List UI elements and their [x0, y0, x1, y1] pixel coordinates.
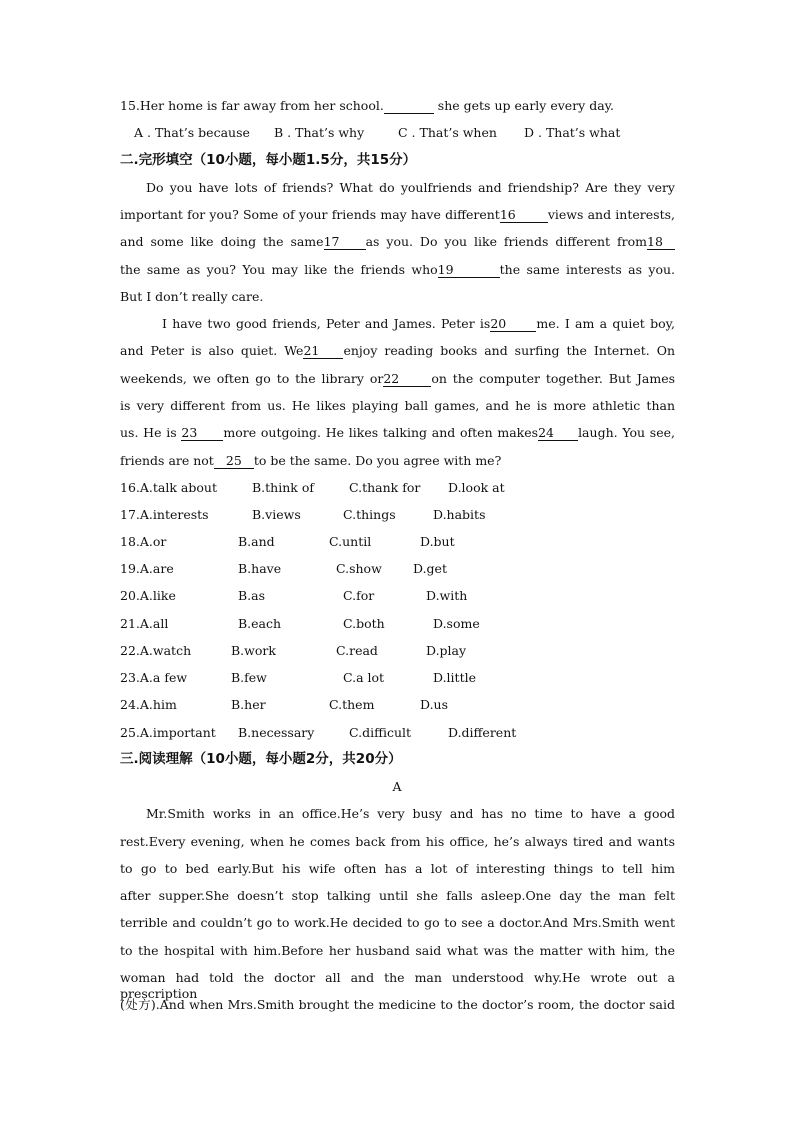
text: the same interests as you.	[499, 262, 676, 277]
option-16-d: D.look at	[448, 480, 505, 495]
cloze-p2-line-2	[120, 343, 675, 359]
option-a: A.a few	[139, 670, 188, 685]
reading-line-4: after supper.She doesn’t stop talking until she falls asleep.One day the man felt	[120, 888, 675, 903]
q15-blank	[384, 99, 434, 114]
option-row-23	[120, 670, 187, 686]
blank-20: 20	[490, 317, 536, 332]
q15-option-b: B . That’s why	[274, 125, 365, 140]
option-18-d: D.but	[420, 534, 455, 549]
option-21-d: D.some	[433, 616, 480, 631]
q-num: 20.	[120, 588, 140, 603]
blank-16: 16	[500, 208, 548, 223]
text: more outgoing. He likes talking and often makes	[223, 425, 539, 440]
text: weekends, we often go to the library or	[120, 371, 384, 386]
option-18-b: B.and	[238, 534, 275, 549]
text: enjoy reading books and surfing the Internet. On	[343, 343, 676, 358]
q-num: 17.	[120, 507, 140, 522]
section-3-heading: 三.阅读理解（10小题，每小题2分，共20分）	[120, 751, 402, 767]
option-a: A.talk about	[139, 480, 217, 495]
cloze-p2-line-1	[162, 316, 675, 332]
option-24-d: D.us	[420, 697, 449, 712]
option-20-b: B.as	[238, 588, 266, 603]
q15-stem-start: 15.Her home is far away from her school.	[120, 98, 384, 113]
cloze-p1-line-2	[120, 207, 675, 223]
blank-22: 22	[383, 372, 431, 387]
option-24-c: C.them	[329, 697, 375, 712]
option-a: A.are	[139, 561, 174, 576]
reading-line-3: to go to bed early.But his wife often has a lot of interesting things to tell him	[120, 861, 675, 876]
q15-stem-end: she gets up early every day.	[433, 98, 615, 113]
option-row-21	[120, 616, 168, 632]
q15-option-a: A . That’s because	[134, 125, 250, 140]
option-a: A.or	[139, 534, 167, 549]
q15-option-c: C . That’s when	[398, 125, 497, 140]
cloze-p1-line-5: But I don’t really care.	[120, 289, 264, 304]
option-25-d: D.different	[448, 725, 517, 740]
reading-line-1: Mr.Smith works in an office.He’s very busy and has no time to have a good	[146, 806, 675, 821]
option-19-c: C.show	[336, 561, 382, 576]
text: and Peter is also quiet. We	[120, 343, 304, 358]
option-20-d: D.with	[426, 588, 468, 603]
text: us. He is	[120, 425, 182, 440]
option-a: A.interests	[139, 507, 209, 522]
blank-18: 18	[647, 235, 675, 250]
option-row-18	[120, 534, 166, 550]
option-row-24	[120, 697, 177, 713]
option-20-c: C.for	[343, 588, 375, 603]
option-25-c: C.difficult	[349, 725, 412, 740]
q-num: 23.	[120, 670, 140, 685]
option-22-b: B.work	[231, 643, 276, 658]
q-num: 16.	[120, 480, 140, 495]
option-row-17	[120, 507, 209, 523]
q-num: 25.	[120, 725, 140, 740]
text: on the computer together. But James	[431, 371, 676, 386]
text: views and interests,	[547, 207, 675, 222]
option-22-d: D.play	[426, 643, 467, 658]
reading-line-2: rest.Every evening, when he comes back from his office, he’s always tired and wants	[120, 834, 675, 849]
option-19-b: B.have	[238, 561, 282, 576]
cloze-p2-line-4: is very different from us. He likes playing ball games, and he is more athletic than	[120, 398, 675, 413]
text: me. I am a quiet boy,	[536, 316, 675, 331]
option-21-c: C.both	[343, 616, 385, 631]
reading-line-6: to the hospital with him.Before her husband said what was the matter with him, the	[120, 943, 675, 958]
reading-line-7: woman had told the doctor all and the man understood why.He wrote out a prescription	[120, 970, 675, 1001]
text: laugh. You see,	[578, 425, 675, 440]
option-16-c: C.thank for	[349, 480, 421, 495]
option-a: A.important	[139, 725, 216, 740]
q-num: 22.	[120, 643, 140, 658]
text: the same as you? You may like the friends who	[120, 262, 438, 277]
option-row-16	[120, 480, 217, 496]
question-15-stem	[120, 98, 675, 114]
cloze-p1-line-1: Do you have lots of friends? What do youlfriends and friendship? Are they very	[146, 180, 675, 195]
option-21-b: B.each	[238, 616, 282, 631]
q-num: 19.	[120, 561, 140, 576]
option-a: A.him	[139, 697, 177, 712]
cloze-p1-line-4	[120, 262, 675, 278]
text: important for you? Some of your friends may have different	[120, 207, 500, 222]
cloze-p1-line-3	[120, 234, 675, 250]
text: to be the same. Do you agree with me?	[253, 453, 502, 468]
option-22-c: C.read	[336, 643, 378, 658]
option-23-d: D.little	[433, 670, 476, 685]
section-2-heading: 二.完形填空（10小题，每小题1.5分，共15分）	[120, 152, 417, 168]
blank-24: 24	[538, 426, 578, 441]
option-25-b: B.necessary	[238, 725, 315, 740]
q-num: 24.	[120, 697, 140, 712]
text: as you. Do you like friends different from	[365, 234, 647, 249]
reading-line-8: (处方).And when Mrs.Smith brought the medicine to the doctor’s room, the doctor said	[120, 997, 675, 1012]
blank-23: 23	[181, 426, 223, 441]
option-16-b: B.think of	[252, 480, 314, 495]
option-18-c: C.until	[329, 534, 372, 549]
option-23-b: B.few	[231, 670, 267, 685]
option-row-25	[120, 725, 216, 741]
reading-line-5: terrible and couldn’t go to work.He decided to go to see a doctor.And Mrs.Smith went	[120, 915, 675, 930]
option-a: A.all	[139, 616, 169, 631]
option-17-b: B.views	[252, 507, 301, 522]
cloze-p2-line-5	[120, 425, 675, 441]
text: and some like doing the same	[120, 234, 324, 249]
option-row-22	[120, 643, 191, 659]
blank-21: 21	[303, 344, 343, 359]
q15-option-d: D . That’s what	[524, 125, 621, 140]
blank-17: 17	[324, 235, 366, 250]
option-19-d: D.get	[413, 561, 447, 576]
option-row-19	[120, 561, 174, 577]
blank-19: 19	[438, 263, 500, 278]
option-17-c: C.things	[343, 507, 396, 522]
option-a: A.watch	[139, 643, 192, 658]
text: I have two good friends, Peter and James. Peter is	[162, 316, 491, 331]
option-24-b: B.her	[231, 697, 266, 712]
option-17-d: D.habits	[433, 507, 486, 522]
blank-25: 25	[214, 454, 254, 469]
option-23-c: C.a lot	[343, 670, 385, 685]
q-num: 18.	[120, 534, 140, 549]
option-a: A.like	[139, 588, 176, 603]
cloze-p2-line-6	[120, 453, 675, 469]
option-row-20	[120, 588, 176, 604]
cloze-p2-line-3	[120, 371, 675, 387]
q-num: 21.	[120, 616, 140, 631]
passage-label: A	[392, 779, 402, 794]
text: friends are not	[120, 453, 214, 468]
